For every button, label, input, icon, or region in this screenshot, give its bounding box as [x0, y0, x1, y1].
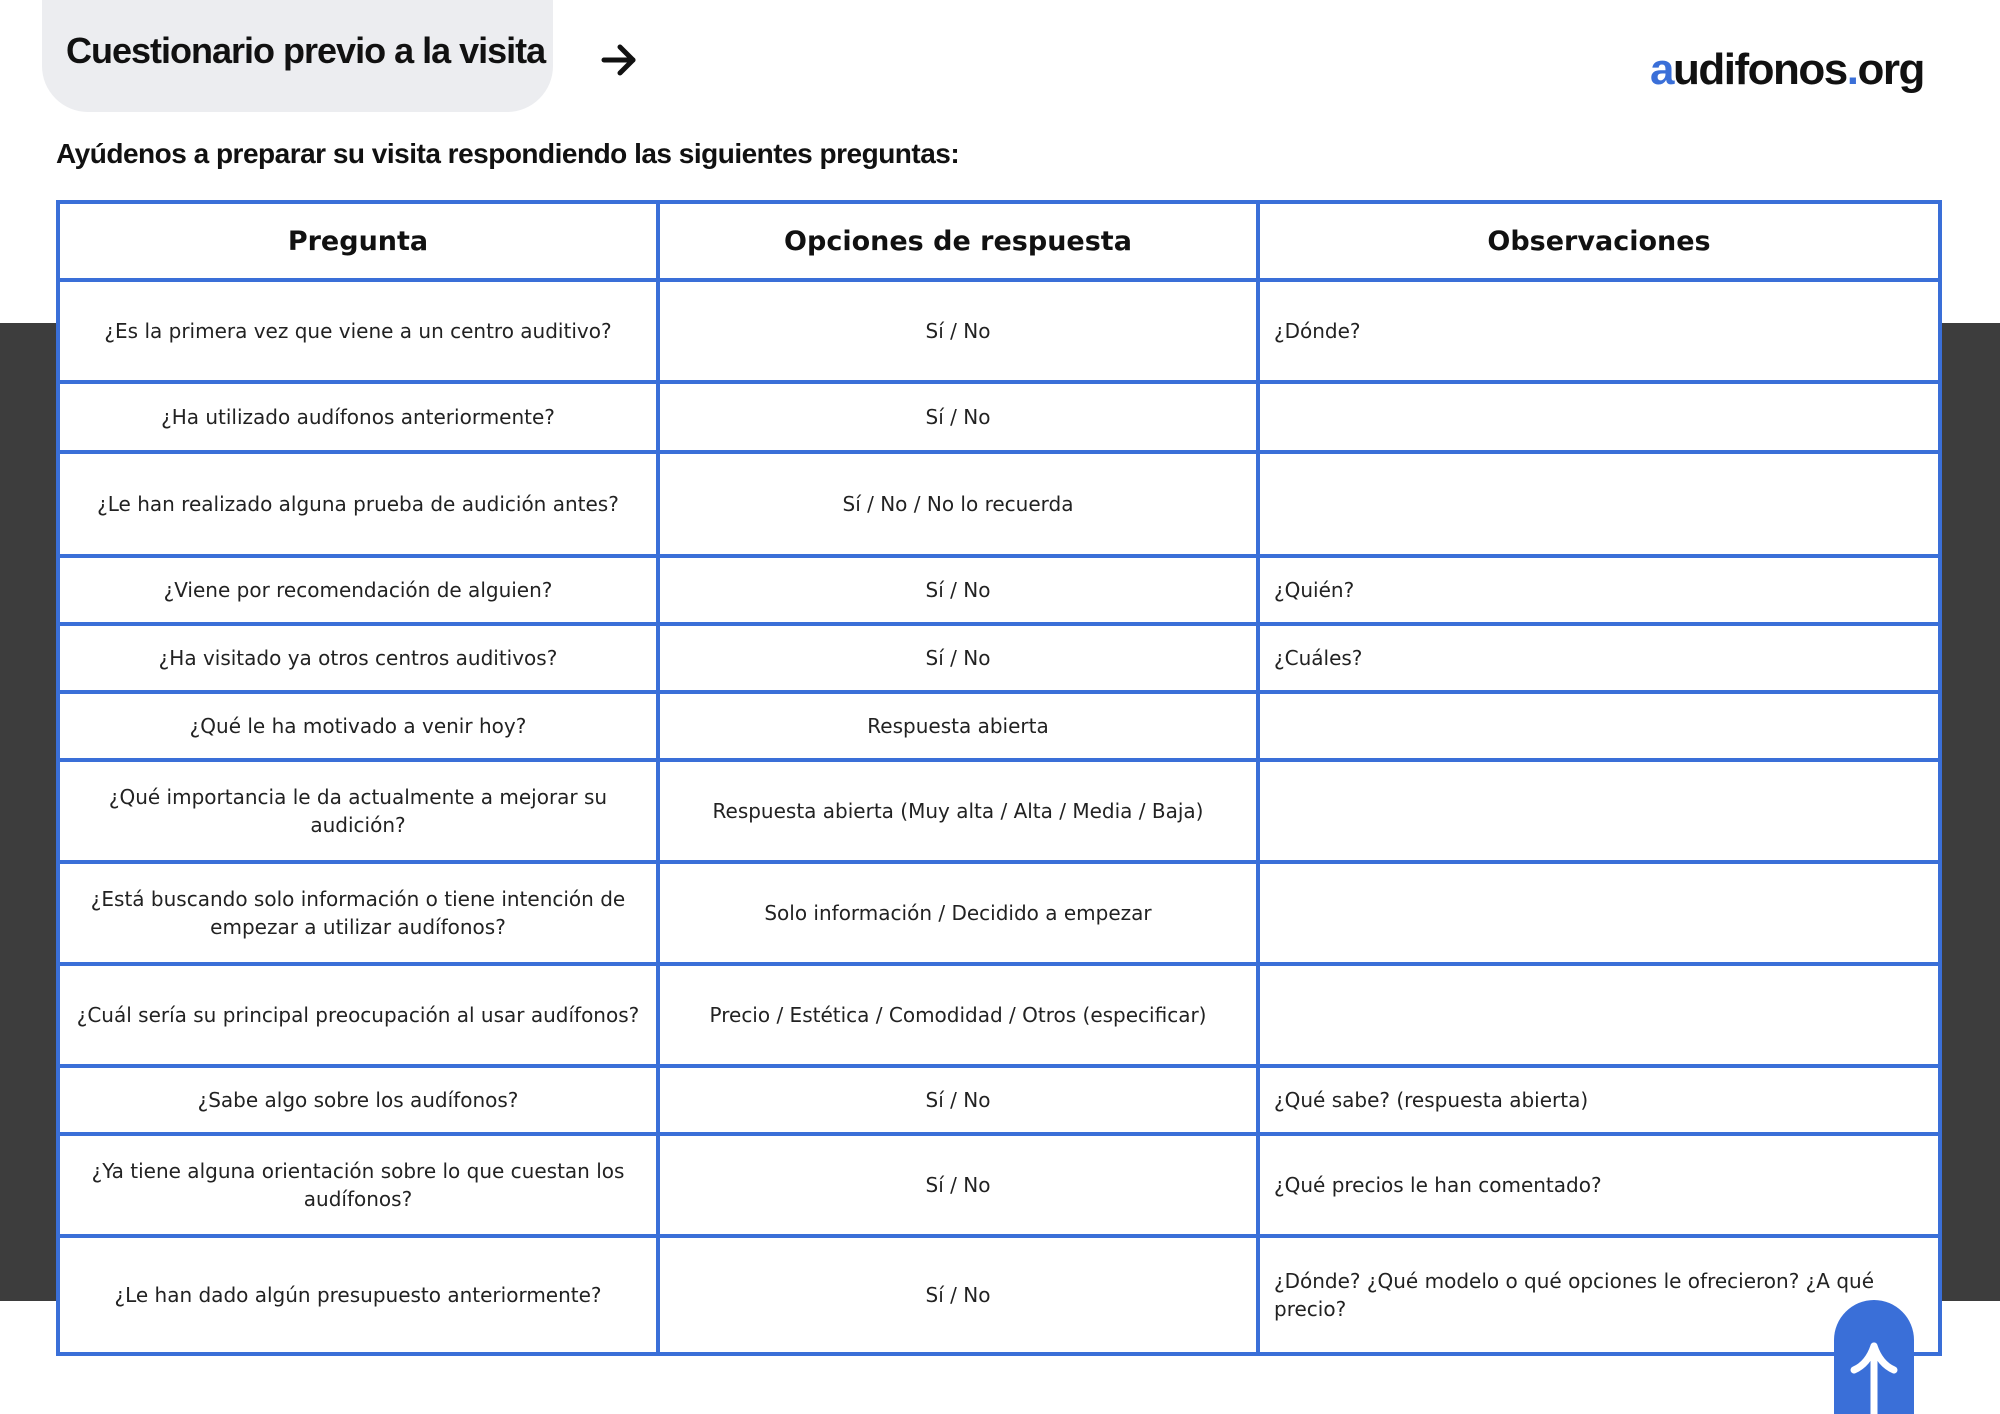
options-cell: Sí / No: [658, 1236, 1258, 1354]
table-row: [58, 382, 1940, 452]
notes-cell[interactable]: ¿Dónde? ¿Qué modelo o qué opciones le ofrecieron? ¿A qué precio?: [1258, 1236, 1940, 1354]
question-cell: ¿Es la primera vez que viene a un centro auditivo?: [58, 280, 658, 382]
options-cell: Precio / Estética / Comodidad / Otros (especificar): [658, 964, 1258, 1066]
question-cell: ¿Ha utilizado audífonos anteriormente?: [58, 382, 658, 452]
question-cell: ¿Le han dado algún presupuesto anteriormente?: [58, 1236, 658, 1354]
questionnaire-table: [56, 200, 1942, 1356]
table-row: [58, 1236, 1940, 1354]
question-cell: ¿Qué importancia le da actualmente a mejorar su audición?: [58, 760, 658, 862]
options-cell: Sí / No: [658, 280, 1258, 382]
notes-cell[interactable]: ¿Qué sabe? (respuesta abierta): [1258, 1066, 1940, 1134]
table-header-row: [58, 202, 1940, 280]
options-cell: Sí / No: [658, 382, 1258, 452]
notes-cell[interactable]: ¿Quién?: [1258, 556, 1940, 624]
header-options: Opciones de respuesta: [658, 202, 1258, 280]
question-cell: ¿Le han realizado alguna prueba de audición antes?: [58, 452, 658, 556]
options-cell: Respuesta abierta: [658, 692, 1258, 760]
table-row: [58, 692, 1940, 760]
table-row: [58, 556, 1940, 624]
notes-cell[interactable]: ¿Cuáles?: [1258, 624, 1940, 692]
notes-cell[interactable]: [1258, 692, 1940, 760]
logo-part-4: org: [1857, 45, 1924, 94]
table-row: [58, 964, 1940, 1066]
question-cell: ¿Ha visitado ya otros centros auditivos?: [58, 624, 658, 692]
table-row: [58, 280, 1940, 382]
notes-cell[interactable]: ¿Qué precios le han comentado?: [1258, 1134, 1940, 1236]
table-row: [58, 1134, 1940, 1236]
notes-cell[interactable]: [1258, 964, 1940, 1066]
logo-part-3: .: [1846, 45, 1858, 94]
question-cell: ¿Está buscando solo información o tiene intención de empezar a utilizar audífonos?: [58, 862, 658, 964]
question-cell: ¿Cuál sería su principal preocupación al usar audífonos?: [58, 964, 658, 1066]
notes-cell[interactable]: [1258, 760, 1940, 862]
logo-part-2: udifonos: [1672, 45, 1847, 94]
question-cell: ¿Viene por recomendación de alguien?: [58, 556, 658, 624]
options-cell: Sí / No: [658, 1066, 1258, 1134]
subtitle: Ayúdenos a preparar su visita respondiendo las siguientes preguntas:: [56, 138, 960, 169]
options-cell: Sí / No: [658, 1134, 1258, 1236]
table-row: [58, 862, 1940, 964]
notes-cell[interactable]: [1258, 382, 1940, 452]
options-cell: Sí / No: [658, 624, 1258, 692]
question-cell: ¿Sabe algo sobre los audífonos?: [58, 1066, 658, 1134]
notes-cell[interactable]: [1258, 452, 1940, 556]
header-question: Pregunta: [58, 202, 658, 280]
options-cell: Sí / No / No lo recuerda: [658, 452, 1258, 556]
options-cell: Sí / No: [658, 556, 1258, 624]
table-row: [58, 452, 1940, 556]
page-title: Cuestionario previo a la visita: [66, 30, 546, 71]
options-cell: Respuesta abierta (Muy alta / Alta / Media / Baja): [658, 760, 1258, 862]
notes-cell[interactable]: ¿Dónde?: [1258, 280, 1940, 382]
question-cell: ¿Qué le ha motivado a venir hoy?: [58, 692, 658, 760]
arrow-up-icon: [1848, 1340, 1900, 1414]
table-row: [58, 624, 1940, 692]
table-row: [58, 760, 1940, 862]
notes-cell[interactable]: [1258, 862, 1940, 964]
logo-part-1: a: [1650, 45, 1673, 94]
scroll-top-button[interactable]: [1834, 1300, 1914, 1414]
header-notes: Observaciones: [1258, 202, 1940, 280]
brand-logo[interactable]: [1650, 45, 1924, 95]
arrow-right-icon: [600, 40, 640, 80]
question-cell: ¿Ya tiene alguna orientación sobre lo que cuestan los audífonos?: [58, 1134, 658, 1236]
options-cell: Solo información / Decidido a empezar: [658, 862, 1258, 964]
table-row: [58, 1066, 1940, 1134]
